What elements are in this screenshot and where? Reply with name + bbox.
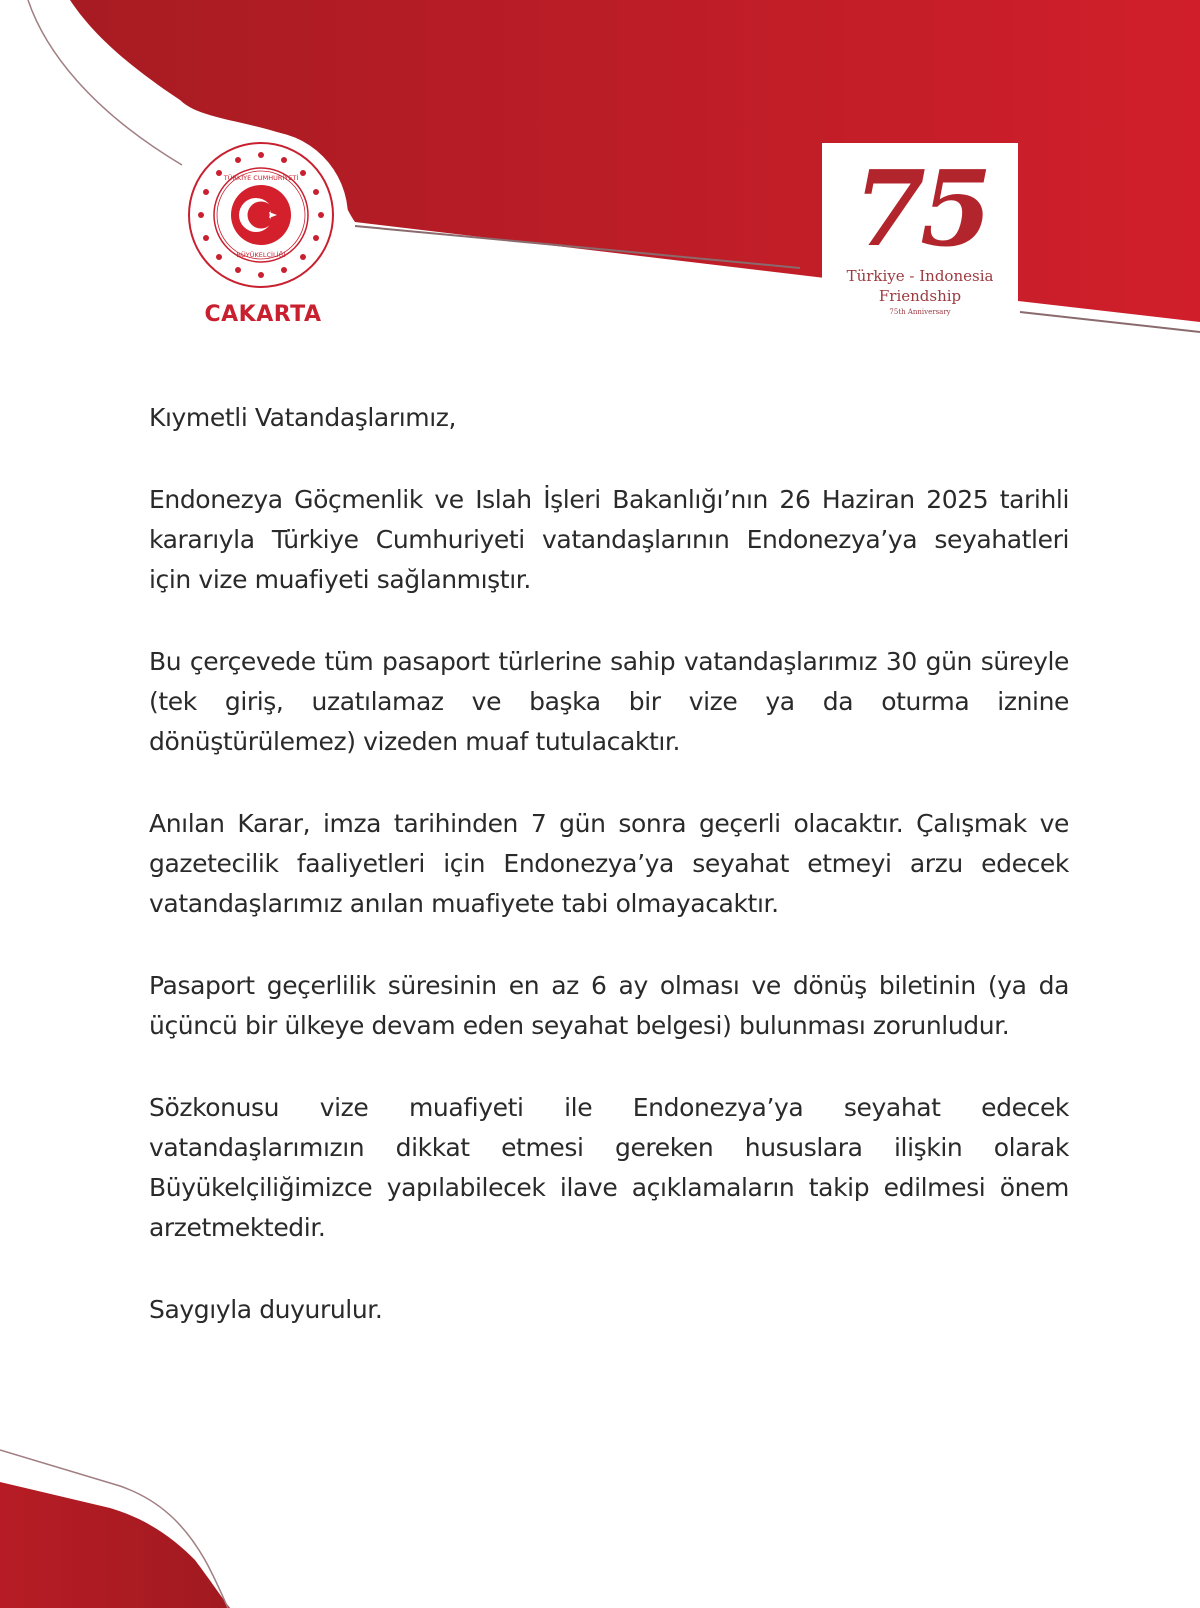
paragraph-1: Endonezya Göçmenlik ve Islah İşleri Bakanlığı’nın 26 Haziran 2025 tarihli kararıyla Türkiye Cumhuriyeti vatandaşlarının Endonezya’ya seyahatleri için vize muafiyeti sağlanmıştır. — [149, 485, 1069, 594]
salutation: Kıymetli Vatandaşlarımız, — [149, 403, 457, 432]
anniversary-title: Türkiye - Indonesia — [846, 267, 994, 285]
paragraph-4: Pasaport geçerlilik süresinin en az 6 ay olması ve dönüş biletinin (ya da üçüncü bir ülkeye devam eden seyahat belgesi) bulunması zorunludur. — [149, 971, 1069, 1040]
anniversary-subtitle: Friendship — [878, 287, 962, 305]
anniversary-logo — [822, 143, 1018, 339]
emblem-bottom-text: BÜYÜKELÇİLİĞİ — [236, 251, 286, 259]
embassy-city-name: CAKARTA — [204, 302, 322, 327]
paragraph-3: Anılan Karar, imza tarihinden 7 gün sonra geçerli olacaktır. Çalışmak ve gazetecilik faaliyetleri için Endonezya’ya seyahat etmeyi arzu edecek vatandaşlarımız anılan muafiyete tabi olmayacaktır. — [149, 809, 1069, 918]
emblem-top-text: TÜRKİYE CUMHURİYETİ — [223, 174, 299, 182]
paragraph-2: Bu çerçevede tüm pasaport türlerine sahip vatandaşlarımız 30 gün süreyle (tek giriş, uzatılamaz ve başka bir vize ya da oturma iznine dönüştürülemez) vizeden muaf tutulacaktır. — [149, 647, 1069, 756]
paragraph-5: Sözkonusu vize muafiyeti ile Endonezya’ya seyahat edecek vatandaşlarımızın dikkat etmesi gereken hususlara ilişkin olarak Büyükelçiliğimizce yapılabilecek ilave açıklamaların takip edilmesi önem arzetmektedir. — [149, 1093, 1069, 1242]
embassy-emblem — [186, 140, 336, 290]
closing: Saygıyla duyurulur. — [149, 1295, 383, 1324]
anniversary-number: 75 — [853, 147, 987, 270]
anniversary-caption: 75th Anniversary — [889, 308, 951, 316]
letter-body — [149, 398, 1069, 1372]
